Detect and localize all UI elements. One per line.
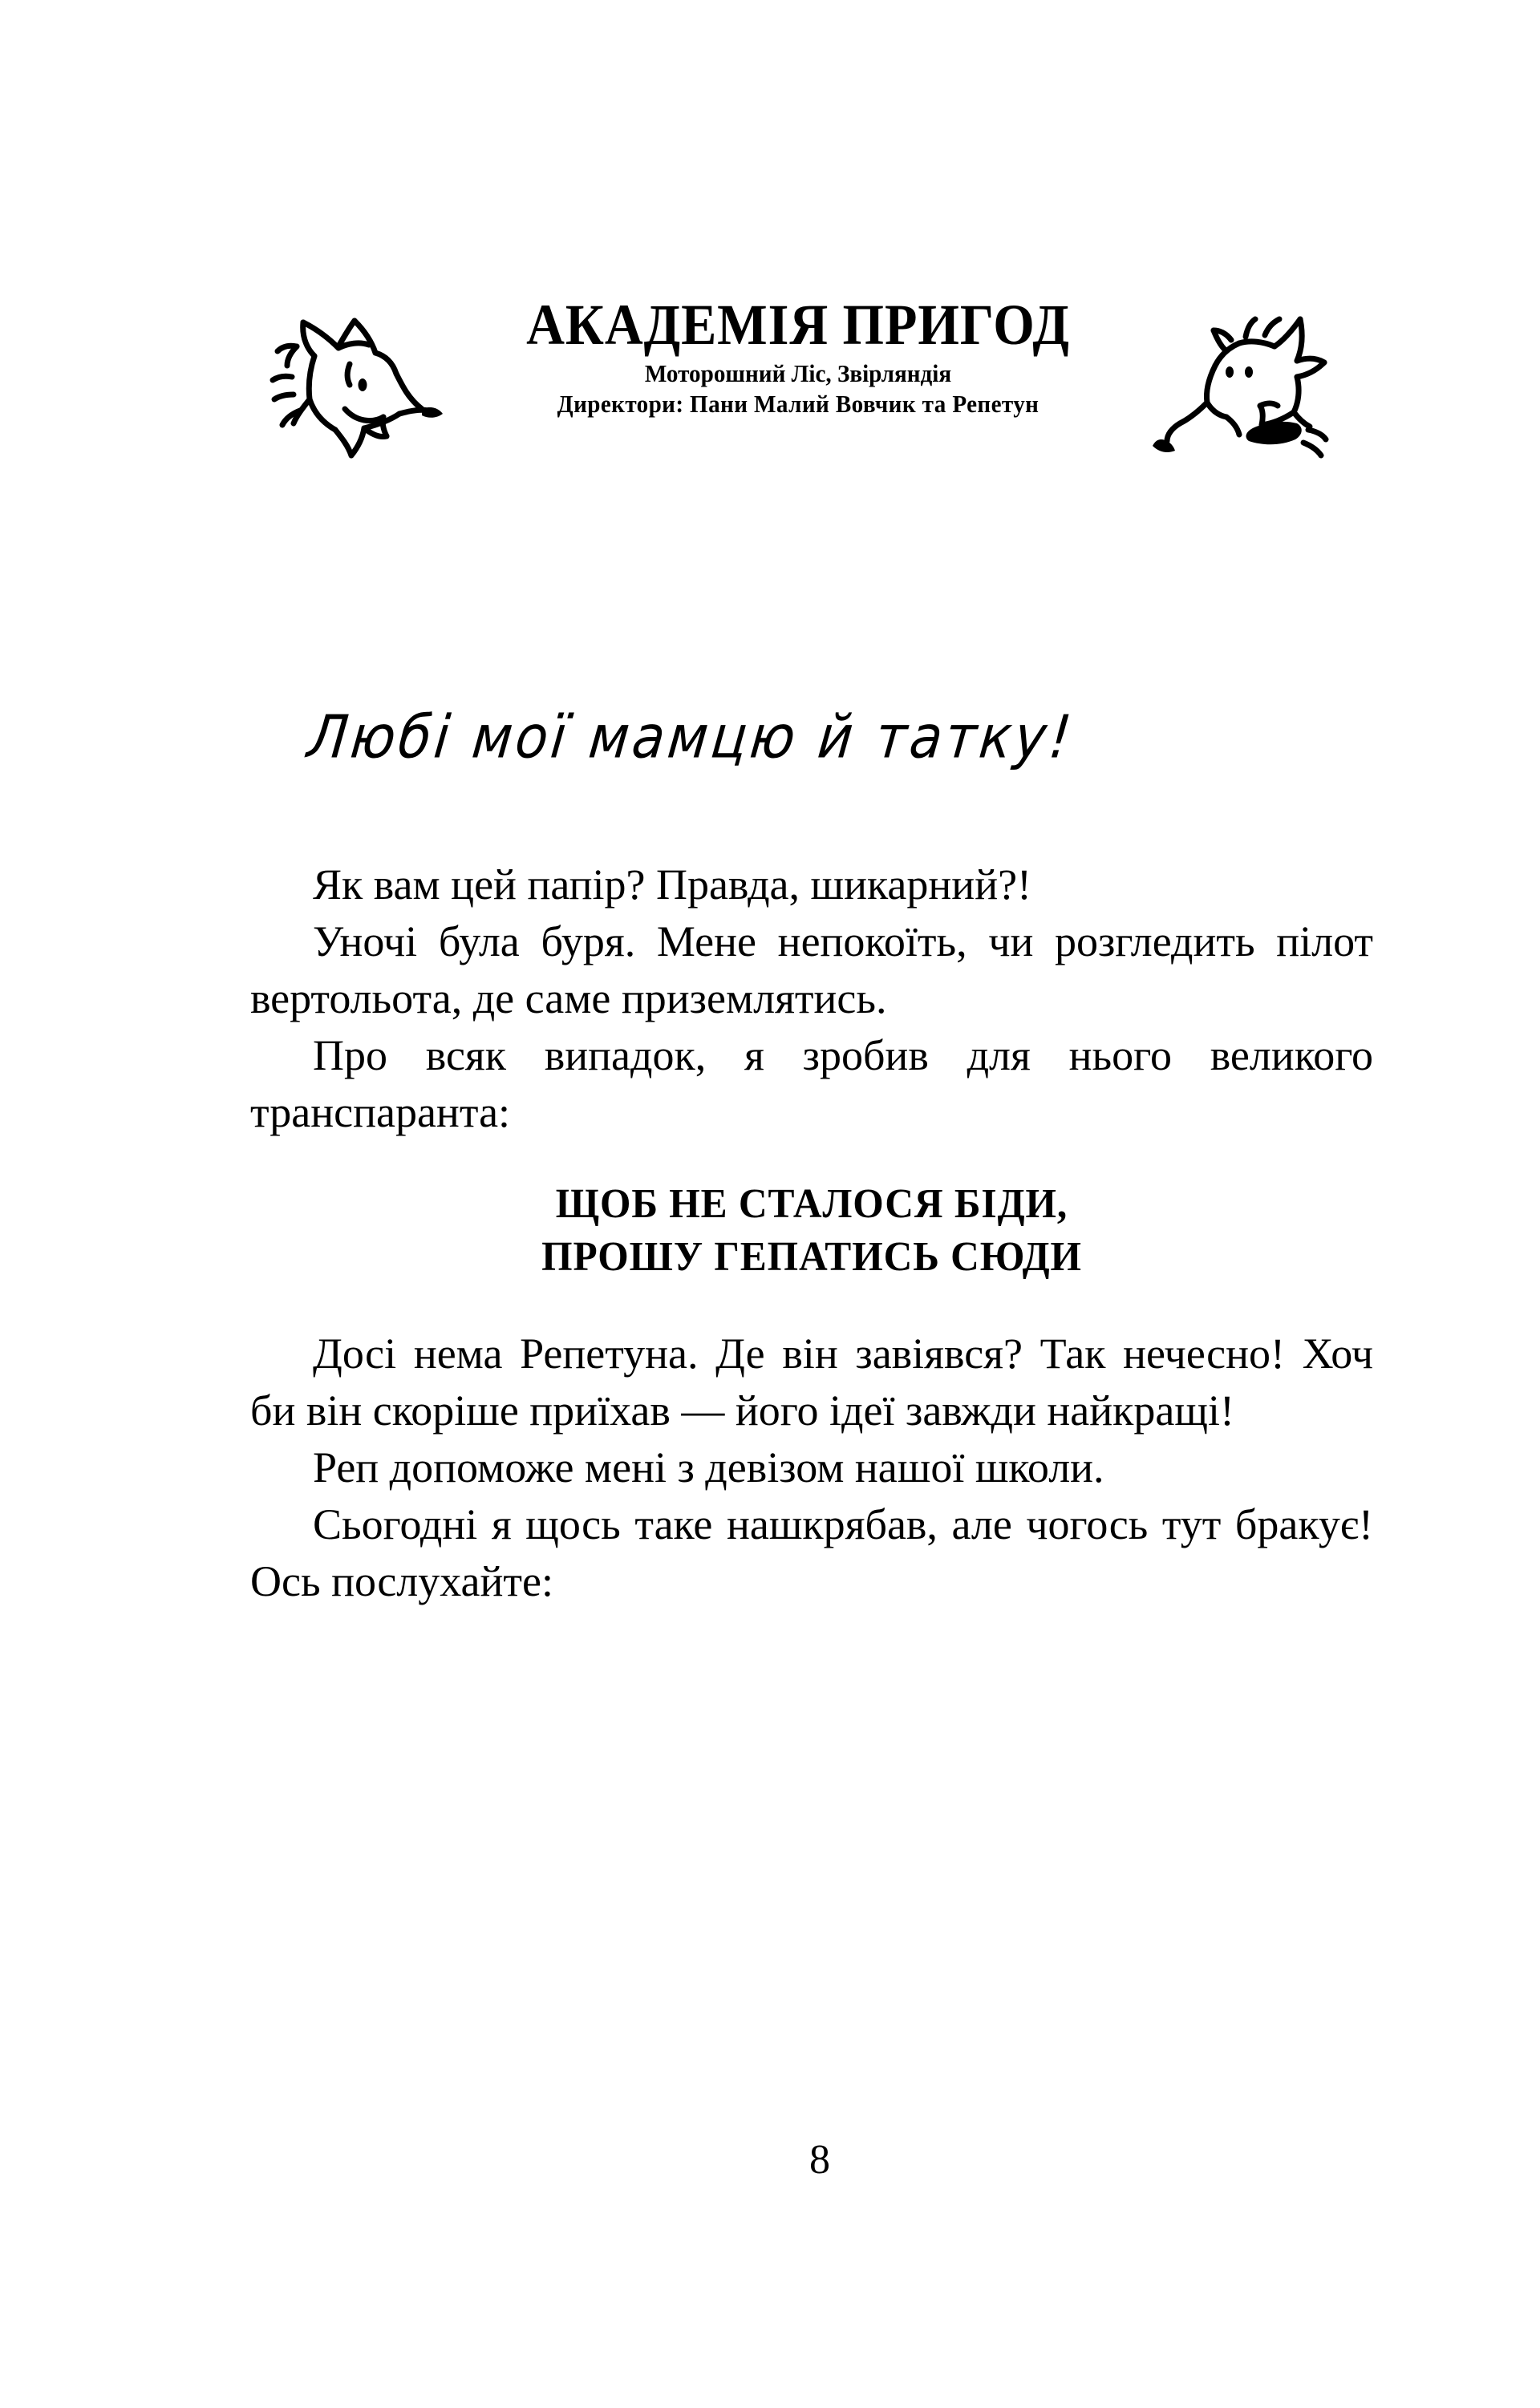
page-number bbox=[0, 2136, 1540, 2184]
paragraph bbox=[250, 1325, 1373, 1439]
letterhead-title: АКАДЕМІЯ ПРИГОД bbox=[526, 293, 1070, 357]
paragraph-text: Сьогодні я щось таке нашкрябав, але чогось тут бракує! Ось послухайте: bbox=[250, 1500, 1373, 1605]
letter-body bbox=[250, 856, 1373, 1610]
paragraph bbox=[250, 1439, 1373, 1496]
letterhead-text bbox=[449, 293, 1147, 419]
handwritten-greeting: Любі мої мамцю й татку! bbox=[304, 702, 1078, 772]
paragraph bbox=[250, 913, 1373, 1027]
paragraph bbox=[250, 856, 1373, 913]
paragraph-text: Як вам цей папір? Правда, шикарний?! bbox=[313, 860, 1032, 909]
page-number-value: 8 bbox=[809, 2137, 830, 2183]
letterhead-directors: Директори: Пани Малий Вовчик та Репетун bbox=[557, 390, 1040, 418]
letterhead-location: Моторошний Ліс, Звірляндія bbox=[644, 359, 952, 387]
paragraph-text: Уночі була буря. Мене непокоїть, чи розгледить пілот вертольота, де саме приземлятись. bbox=[250, 917, 1373, 1022]
letterhead bbox=[265, 293, 1331, 493]
sign-banner-line: ЩОБ НЕ СТАЛОСЯ БІДИ, bbox=[555, 1181, 1068, 1227]
sign-banner bbox=[278, 1178, 1345, 1284]
donkey-head-icon bbox=[1143, 297, 1331, 481]
paragraph-text: Досі нема Репетуна. Де він завіявся? Так нечесно! Хоч би він скоріше приїхав — його ідеї завжди найкращі! bbox=[250, 1329, 1373, 1435]
paragraph-text: Про всяк випадок, я зробив для нього великого транспаранта: bbox=[250, 1031, 1373, 1136]
paragraph bbox=[250, 1027, 1373, 1141]
sign-banner-line: ПРОШУ ГЕПАТИСЬ СЮДИ bbox=[541, 1234, 1082, 1280]
paragraph-text: Реп допоможе мені з девізом нашої школи. bbox=[313, 1443, 1104, 1491]
paragraph bbox=[250, 1496, 1373, 1610]
wolf-head-icon bbox=[265, 297, 449, 481]
